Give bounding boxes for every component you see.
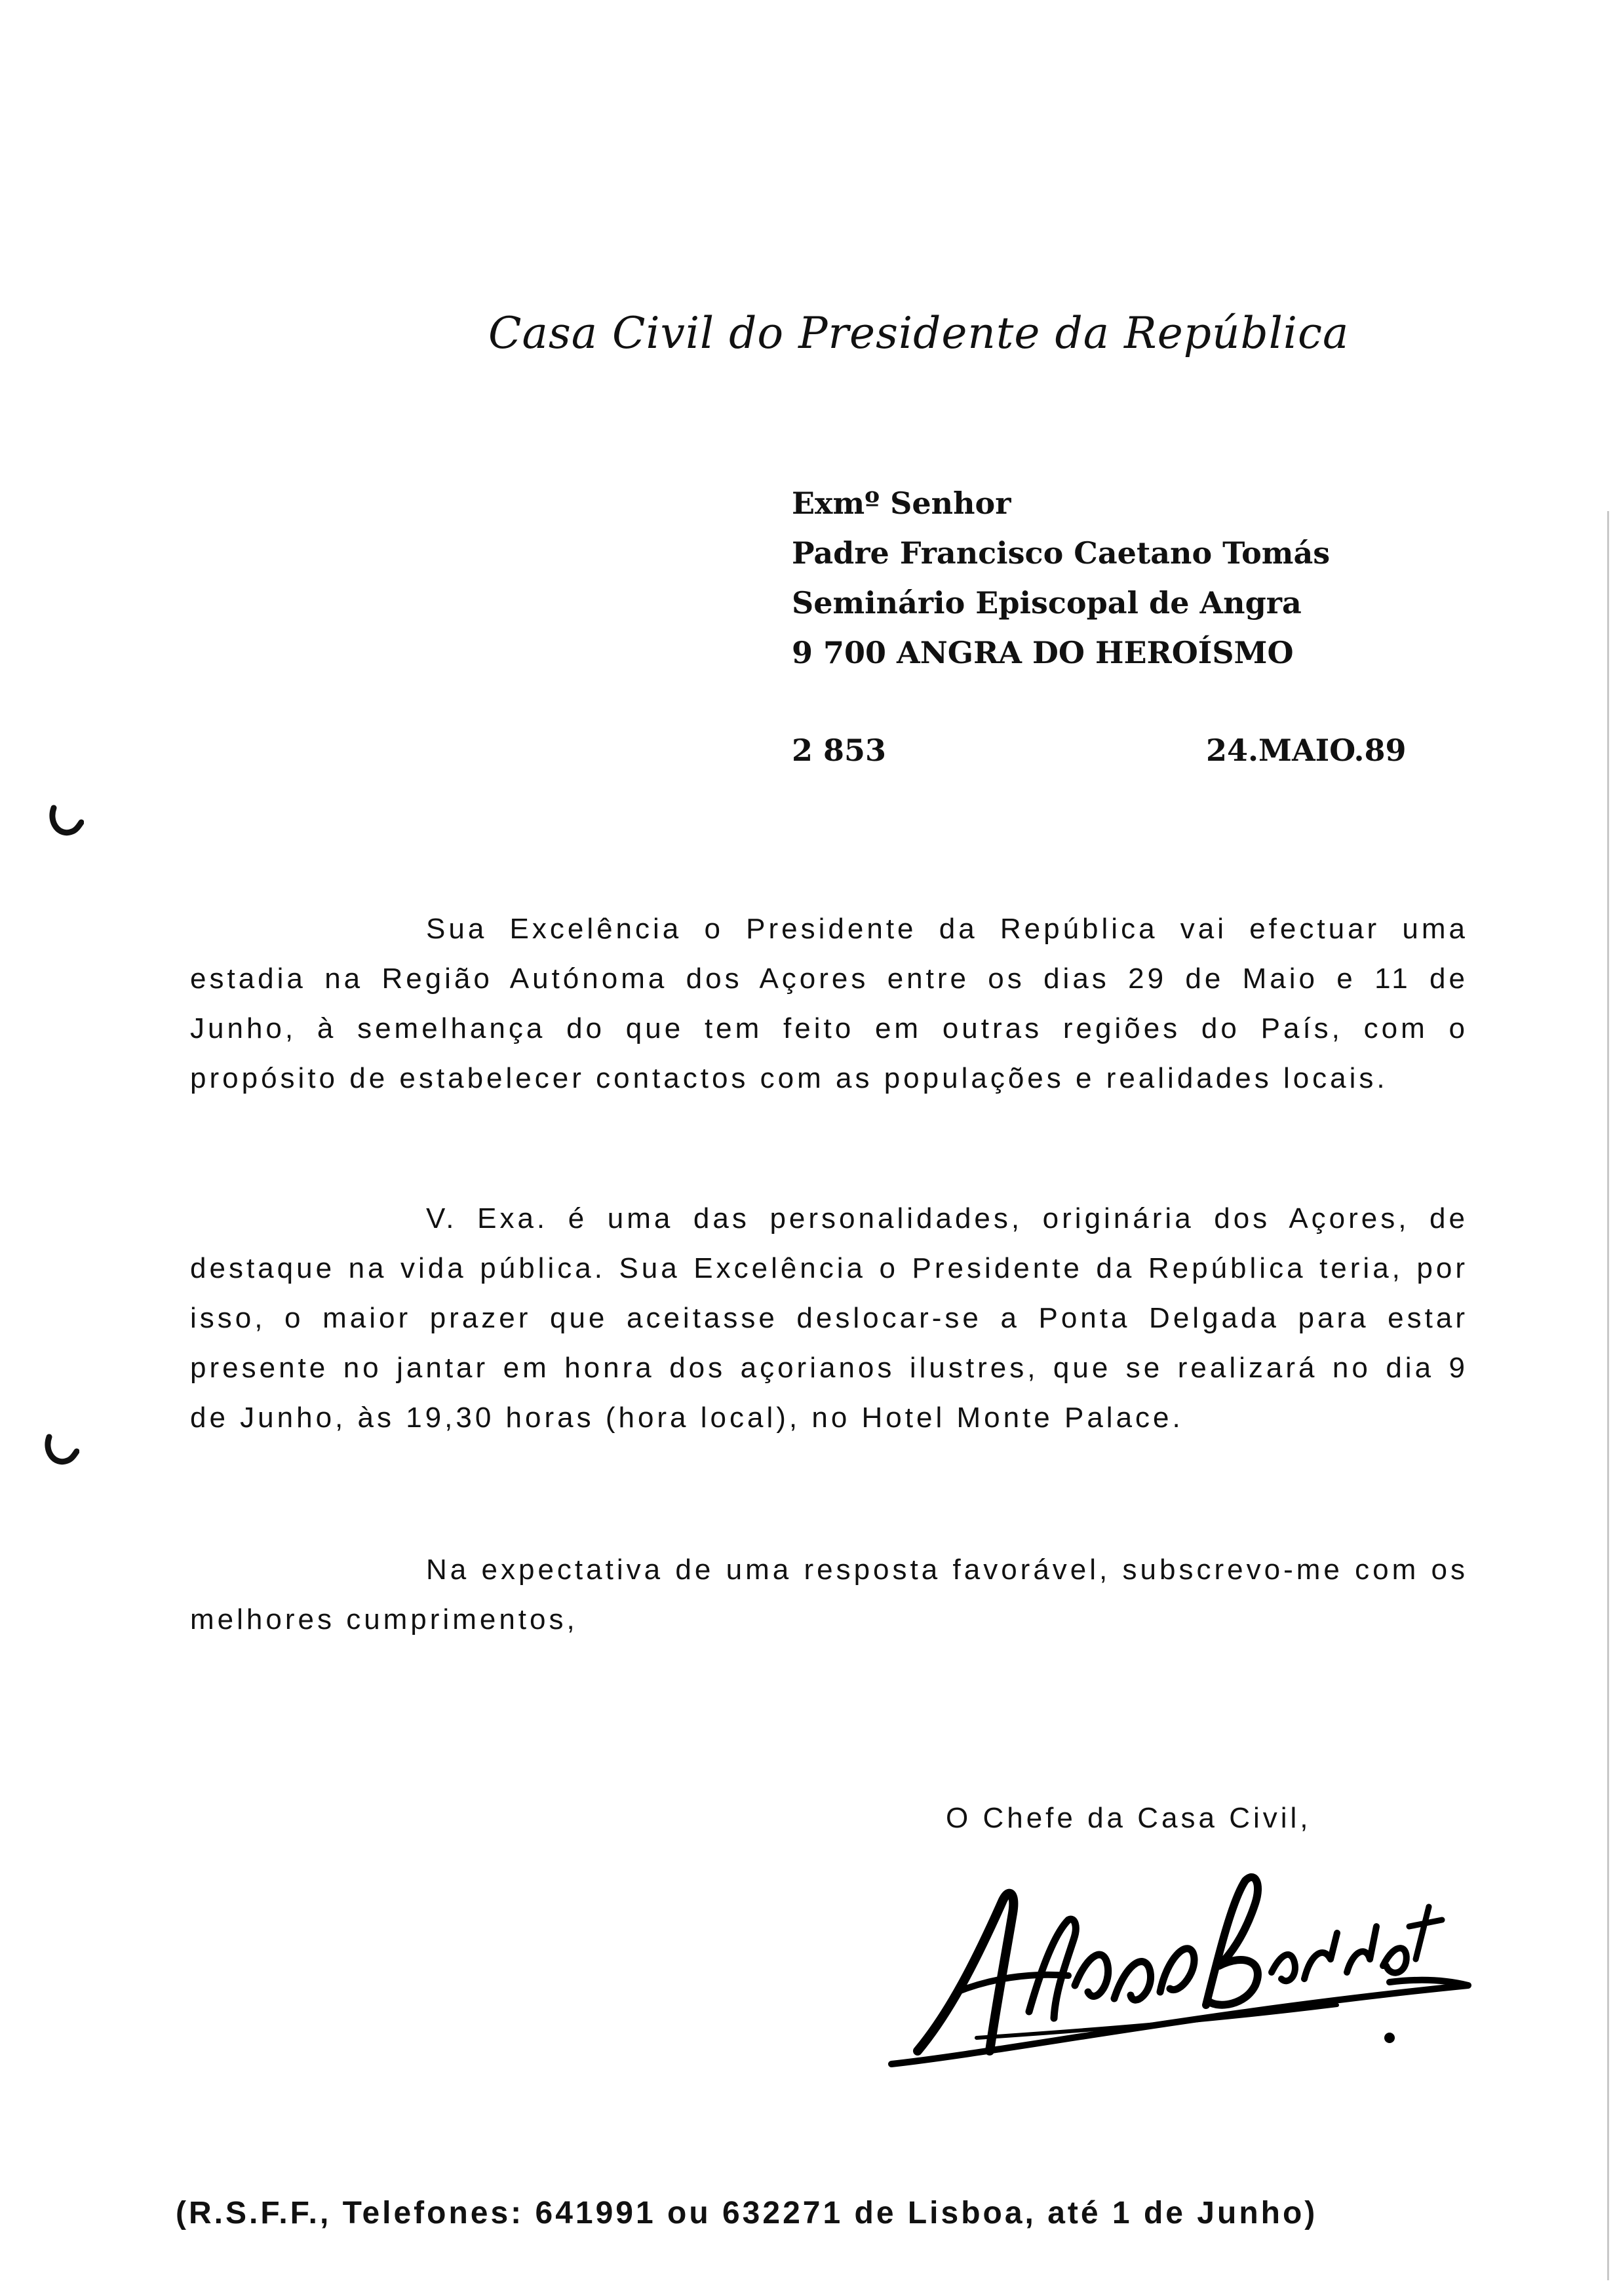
recipient-institution: Seminário Episcopal de Angra: [792, 585, 1302, 621]
recipient-salutation: Exmº Senhor: [792, 486, 1011, 521]
recipient-city: 9 700 ANGRA DO HEROÍSMO: [792, 635, 1294, 670]
footer-note: (R.S.F.F., Telefones: 641991 ou 632271 de Lisboa, até 1 de Junho): [176, 2196, 1318, 2230]
page-edge-line: [1607, 511, 1609, 2280]
body-paragraph-3: Na expectativa de uma resposta favorável, subscrevo-me com os melhores cumprimentos,: [190, 1554, 1468, 1636]
handwritten-signature: [878, 1854, 1481, 2071]
reference-number: 2 853: [792, 733, 887, 768]
recipient-name: Padre Francisco Caetano Tomás: [792, 535, 1331, 571]
punch-hole-mark-icon: [43, 1432, 79, 1468]
body-paragraph-1: Sua Excelência o Presidente da República vai efectuar uma estadia na Região Autónoma dos Açores entre os dias 29 de Maio e 11 de Junho, à semelhança do que tem feito em outras regiões do País, com o propósito de estabelecer contactos com as populações e realidades locais.: [190, 913, 1468, 1094]
body-paragraph-2: V. Exa. é uma das personalidades, originária dos Açores, de destaque na vida pública. Sua Excelência o Presidente da República teria, por isso, o maior prazer que aceitasse deslocar-se a Ponta Delgada para estar presente no jantar em honra dos açorianos ilustres, que se realizará no dia 9 de Junho, às 19,30 horas (hora local), no Hotel Monte Palace.: [190, 1202, 1468, 1434]
recipient-address: [792, 478, 1330, 678]
punch-hole-mark-icon: [47, 803, 84, 839]
letterhead: Casa Civil do Presidente da República: [488, 308, 1350, 358]
closing-title: O Chefe da Casa Civil,: [946, 1802, 1312, 1834]
letter-date: 24.MAIO.89: [1206, 733, 1407, 768]
